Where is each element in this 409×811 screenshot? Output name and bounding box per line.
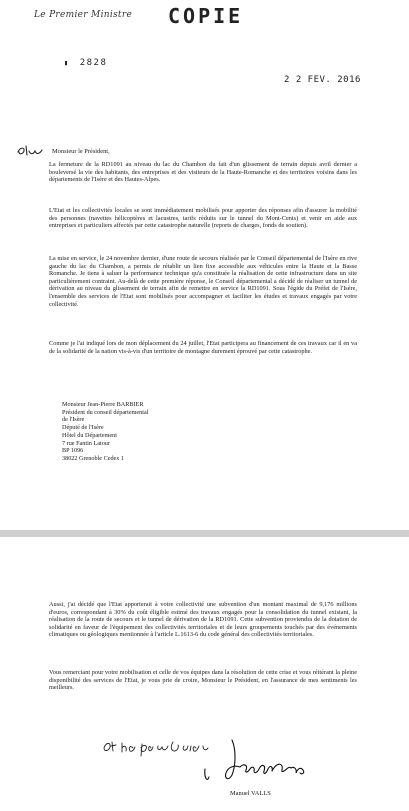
addressee-line: 38022 Grenoble Cedex 1 xyxy=(62,454,125,462)
letterhead-office: Le Premier Ministre xyxy=(34,10,133,20)
paragraph-3: La mise en service, le 24 novembre dernier, d'une route de secours réalisée par le Conseil départemental de l'Isère en rive gauche du lac du Chambon, a permis de rétablir un lien fixe accessible aux véhicules entre la Haute et la Basse Romanche. Je tiens à saluer la performance technique qu'a constituée la réalisation de cette infrastructure dans un site particulièrement contraint. Au-delà de cette première réponse, le Conseil départemental a décidé de réaliser un tunnel de dérivation au niveau du glissement de terrain afin de remettre en service la RD1091. Sous l'égide du Préfet de l'Isère, l'ensemble des services de l'Etat sont mobilisés pour accompagner et faciliter les études et travaux engagés par votre collectivité. xyxy=(49,255,357,308)
letter-page-2 xyxy=(0,537,409,811)
paragraph-2: L'Etat et les collectivités locales se sont immédiatement mobilisés pour apporter des réponses afin d'assurer la mobilité des personnes (navettes hélicoptères et lacustres, tarifs réduits sur le tunnel du Mont-Cenis) et venir en aide aux entreprises et particuliers affectés par cette catastrophe naturelle (reports de charges, fonds de soutien). xyxy=(49,207,357,230)
reference-number xyxy=(64,58,107,68)
page-separator xyxy=(0,530,409,537)
addressee-line: Monsieur Jean-Pierre BARBIER xyxy=(62,401,144,408)
copy-stamp: COPIE xyxy=(168,4,244,28)
paragraph-6: Vous remerciant pour votre mobilisation et celle de vos équipes dans la résolution de cette crise et vous réitérant la pleine disponibilité des services de l'Etat, je vous prie de croire, Monsieur le Président, en l'assurance de mes sentiments les meilleurs. xyxy=(49,669,357,692)
addressee-line: de l'Isère xyxy=(62,416,85,424)
paragraph-4: Comme je l'ai indiqué lors de mon déplacement du 24 juillet, l'Etat participera au financement de ces travaux car il en va de la solidarité de la nation vis-à-vis d'un territoire de montagne durement éprouvé par cette catastrophe. xyxy=(49,340,357,355)
addressee-block xyxy=(62,401,262,463)
reference-number-value: 2828 xyxy=(79,58,108,68)
paragraph-1: La fermeture de la RD1091 au niveau du lac du Chambon du fait d'un glissement de terrain depuis avril dernier a bouleversé la vie des habitants, des entreprises et des visiteurs de la Haute-Romanche et des territoires voisins dans les départements de l'Isère et des Hautes-Alpes. xyxy=(49,161,357,184)
addressee-line: Député de l'Isère xyxy=(62,424,104,432)
addressee-line: Hôtel du Département xyxy=(62,431,117,439)
handwritten-initials xyxy=(16,144,46,158)
addressee-line: 7 rue Fantin Latour xyxy=(62,439,110,447)
paragraph-5: Aussi, j'ai décidé que l'Etat apporterait à votre collectivité une subvention d'un montant maximal de 9,176 millions d'euros, correspondant à 30% du coût éligible estimé des travaux engagés pour la consolidation du tunnel existant, la réalisation de la route de secours et le tunnel de dérivation de la RD1091. Cette subvention proviendra de la dotation de solidarité en faveur de l'équipement des collectivités territoriales et de leurs groupements touchés par des événements climatiques ou géologiques mentionnée à l'article L.1613-6 du code général des collectivités territoriales. xyxy=(49,601,357,639)
addressee-line: Président du conseil départemental xyxy=(62,408,149,416)
salutation: Monsieur le Président, xyxy=(52,148,110,155)
letter-date: 2 2 FEV. 2016 xyxy=(284,75,361,85)
handwritten-closing-and-signature xyxy=(0,537,409,811)
ref-mark-icon: ▮ xyxy=(64,59,70,67)
addressee-line: BP 1096 xyxy=(62,447,84,455)
signer-name: Manuel VALLS xyxy=(230,790,271,797)
